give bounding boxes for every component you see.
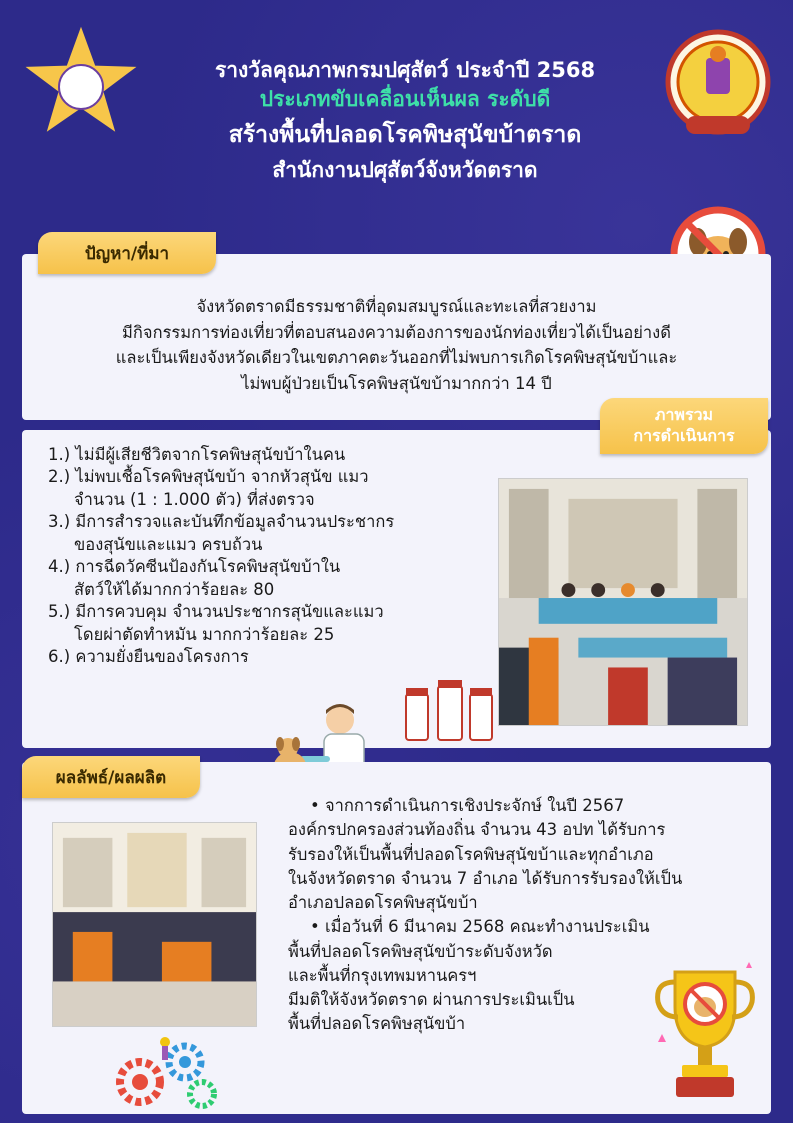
list-item: 2.) ไม่พบเชื้อโรคพิษสุนัขบ้า จากหัวสุนัข แมว: [48, 467, 369, 487]
overview-label-line1: ภาพรวม: [654, 405, 714, 425]
problem-line: จังหวัดตราดมีธรรมชาติที่อุดมสมบูรณ์และทะเลที่สวยงาม: [196, 297, 597, 316]
list-item: จำนวน (1 : 1.000 ตัว) ที่ส่งตรวจ: [74, 489, 315, 509]
results-section-label: ผลลัพธ์/ผลผลิต: [22, 756, 200, 798]
vaccine-bottles-icon: [398, 680, 498, 746]
office-name: สำนักงานปศุสัตว์จังหวัดตราด: [272, 157, 538, 182]
overview-list: [48, 444, 488, 668]
overview-label-line2: การดำเนินการ: [633, 426, 735, 445]
group-photo: [52, 822, 257, 1027]
result-line: ในจังหวัดตราด จำนวน 7 อำเภอ ได้รับการรับรองให้เป็น: [288, 868, 683, 888]
problem-description: [40, 294, 753, 396]
project-title: สร้างพื้นที่ปลอดโรคพิษสุนัขบ้าตราด: [228, 122, 582, 149]
result-line: พื้นที่ปลอดโรคพิษสุนัขบ้าระดับจังหวัด: [288, 941, 553, 961]
overview-section-label: [600, 398, 768, 454]
list-item: ของสุนัขและแมว ครบถ้วน: [74, 534, 263, 554]
list-item: 5.) มีการควบคุม จำนวนประชากรสุนัขและแมว: [48, 602, 384, 622]
result-line: องค์กรปกครองส่วนท้องถิ่น จำนวน 43 อปท ได้รับการ: [288, 820, 666, 840]
result-line: อำเภอปลอดโรคพิษสุนัขบ้า: [288, 893, 478, 912]
result-line: และพื้นที่กรุงเทพมหานครฯ: [288, 965, 477, 985]
problem-section-label: ปัญหา/ที่มา: [38, 232, 216, 274]
result-line: • จากการดำเนินการเชิงประจักษ์ ในปี 2567: [310, 796, 625, 815]
result-line: รับรองให้เป็นพื้นที่ปลอดโรคพิษสุนัขบ้าและทุกอำเภอ: [288, 844, 654, 864]
teamwork-gears-illustration: [110, 1032, 230, 1112]
problem-line: และเป็นเพียงจังหวัดเดียวในเขตภาคตะวันออกที่ไม่พบการเกิดโรคพิษสุนัขบ้าและ: [115, 348, 678, 368]
result-line: พื้นที่ปลอดโรคพิษสุนัขบ้า: [288, 1014, 466, 1034]
department-seal-logo: [58, 64, 104, 110]
problem-line: มีกิจกรรมการท่องเที่ยวที่ตอบสนองความต้องการของนักท่องเที่ยวได้เป็นอย่างดี: [122, 322, 671, 342]
header-title-block: [150, 58, 660, 183]
list-item: สัตว์ให้ได้มากกว่าร้อยละ 80: [74, 579, 275, 599]
livestock-department-logo: [662, 28, 774, 140]
problem-line: ไม่พบผู้ป่วยเป็นโรคพิษสุนัขบ้ามากกว่า 14 ปี: [241, 373, 552, 393]
result-line: มีมติให้จังหวัดตราด ผ่านการประเมินเป็น: [288, 990, 575, 1009]
list-item: 6.) ความยั่งยืนของโครงการ: [48, 646, 249, 666]
award-category: ประเภทขับเคลื่อนเห็นผล ระดับดี: [259, 87, 551, 112]
trophy-icon: [650, 962, 760, 1102]
list-item: 4.) การฉีดวัคซีนป้องกันโรคพิษสุนัขบ้าใน: [48, 557, 341, 577]
meeting-photo: [498, 478, 748, 726]
list-item: 3.) มีการสำรวจและบันทึกข้อมูลจำนวนประชากร: [48, 512, 395, 532]
result-line: • เมื่อวันที่ 6 มีนาคม 2568 คณะทำงานประเมิน: [310, 917, 650, 937]
list-item: โดยผ่าตัดทำหมัน มากกว่าร้อยละ 25: [74, 624, 335, 644]
list-item: 1.) ไม่มีผู้เสียชีวิตจากโรคพิษสุนัขบ้าในคน: [48, 445, 346, 464]
award-title: รางวัลคุณภาพกรมปศุสัตว์ ประจำปี 2568: [214, 58, 596, 82]
